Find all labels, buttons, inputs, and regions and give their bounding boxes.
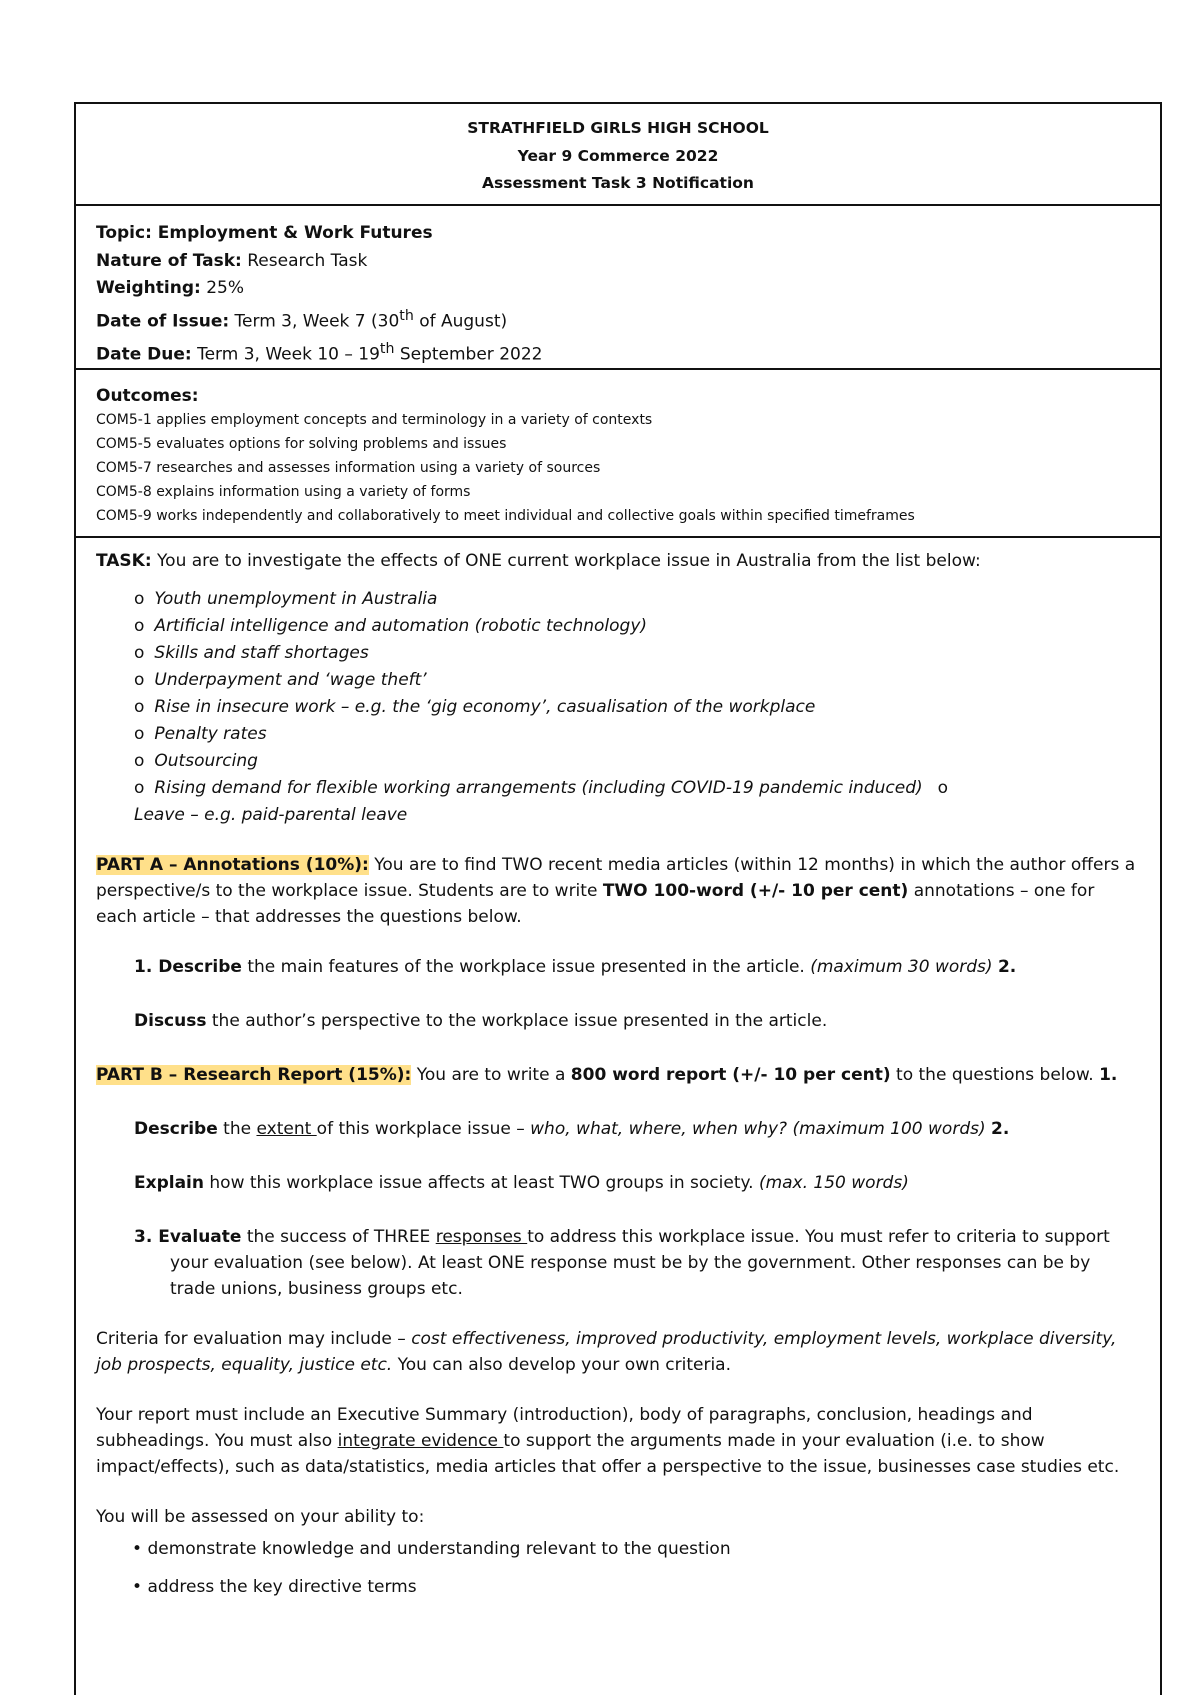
assessment-item: [96, 1536, 1140, 1562]
part-b-heading: PART B – Research Report (15%):: [96, 1065, 412, 1085]
list-item: [134, 586, 1140, 613]
part-b-text-end: to the questions below.: [890, 1065, 1094, 1085]
criteria-text-end: You can also develop your own criteria.: [392, 1355, 731, 1375]
list-item: [134, 613, 1140, 640]
outcome-item: COM5-9 works independently and collaboratively to meet individual and collective goals within specified timeframes: [96, 508, 915, 524]
option-text: Rise in insecure work – e.g. the ‘gig economy’, casualisation of the workplace: [154, 697, 816, 717]
option-text: Artificial intelligence and automation (robotic technology): [154, 616, 648, 636]
weighting: [96, 275, 1140, 303]
q-number: 2.: [991, 1119, 1010, 1139]
option-text: Skills and staff shortages: [154, 643, 369, 663]
assessment-item: [96, 1574, 1140, 1600]
list-bullet: o: [937, 778, 949, 798]
list-bullet: o: [134, 724, 145, 744]
list-item: [134, 748, 1140, 775]
list-bullet: •: [132, 1577, 143, 1597]
outcome-item: COM5-1 applies employment concepts and terminology in a variety of contexts: [96, 412, 653, 428]
part-a-heading: PART A – Annotations (10%):: [96, 855, 369, 875]
list-item: [134, 721, 1140, 748]
q-label: Discuss: [134, 1011, 207, 1031]
assessment-text: demonstrate knowledge and understanding relevant to the question: [147, 1539, 731, 1559]
q-text: how this workplace issue affects at least TWO groups in society.: [203, 1173, 759, 1193]
task-title: Assessment Task 3 Notification: [482, 174, 754, 192]
q-underline: responses: [435, 1227, 528, 1247]
list-item: [134, 667, 1140, 694]
list-item-wrap: Leave – e.g. paid-parental leave: [134, 805, 408, 825]
due-sup: th: [379, 340, 395, 357]
part-a-word-count: TWO 100-word (+/- 10 per cent): [602, 881, 909, 901]
part-b-question-3: [96, 1224, 1140, 1302]
q-label: 1. Describe: [134, 957, 242, 977]
part-a-text-end: annotations – one for each article – that addresses the questions below.: [96, 881, 1095, 927]
option-text: Underpayment and ‘wage theft’: [154, 670, 427, 690]
option-text: Rising demand for flexible working arrangements (including COVID-19 pandemic induced): [154, 778, 923, 798]
q-label: Describe: [134, 1119, 218, 1139]
workplace-issue-list: [96, 586, 1140, 802]
issue-label: Date of Issue:: [96, 311, 230, 332]
q-number: 1.: [1099, 1065, 1118, 1085]
school-name: STRATHFIELD GIRLS HIGH SCHOOL: [467, 119, 769, 137]
nature-label: Nature of Task:: [96, 250, 242, 271]
criteria-paragraph: [96, 1326, 1140, 1378]
topic: Topic: Employment & Work Futures: [96, 223, 433, 243]
task-intro: [96, 548, 1140, 574]
q-text-cont: to address this workplace issue. You must refer to criteria to support your evaluation (see below). At least ONE response must be by the government. Other responses can be by trade unions, business groups etc.: [170, 1227, 1110, 1299]
q-number: 2.: [997, 957, 1017, 977]
part-a-question-2: [96, 1008, 1140, 1034]
q-text: the: [217, 1119, 257, 1139]
due-value: Term 3, Week 10 – 19: [191, 344, 380, 365]
course-title: Year 9 Commerce 2022: [517, 146, 719, 165]
q-note: who, what, where, when why? (maximum 100 words): [530, 1119, 986, 1139]
list-item: [134, 775, 1140, 802]
option-text: Outsourcing: [154, 751, 258, 771]
part-b-question-2: [96, 1170, 1140, 1196]
outcomes-title: Outcomes:: [96, 386, 199, 406]
list-bullet: o: [134, 751, 145, 771]
list-bullet: •: [132, 1539, 143, 1559]
list-item: [134, 694, 1140, 721]
part-a-question-1: [96, 954, 1140, 980]
list-item: [134, 640, 1140, 667]
task-details: [76, 206, 1160, 370]
criteria-text: Criteria for evaluation may include –: [96, 1329, 412, 1349]
list-bullet: o: [134, 616, 145, 636]
date-of-issue: [96, 303, 1140, 336]
list-bullet: o: [134, 670, 145, 690]
part-b-intro: [96, 1062, 1140, 1088]
assessment-text: address the key directive terms: [147, 1577, 417, 1597]
issue-value: Term 3, Week 7 (30: [229, 311, 400, 332]
list-bullet: o: [134, 778, 145, 798]
q-text: the main features of the workplace issue presented in the article.: [241, 957, 811, 977]
outcome-item: COM5-5 evaluates options for solving problems and issues: [96, 436, 507, 452]
q-text: the author’s perspective to the workplace issue presented in the article.: [206, 1011, 828, 1031]
nature-of-task: [96, 248, 1140, 276]
q-label: Explain: [134, 1173, 204, 1193]
notification-document: [74, 102, 1162, 1695]
report-text-end: to support the arguments made in your evaluation (i.e. to show impact/effects), such as data/statistics, media articles that offer a perspective to the issue, businesses case studies etc.: [96, 1431, 1120, 1477]
outcome-item: COM5-8 explains information using a variety of forms: [96, 484, 471, 500]
option-text: Penalty rates: [154, 724, 267, 744]
due-label: Date Due:: [96, 344, 192, 365]
weighting-label: Weighting:: [96, 278, 201, 298]
q-text-cont: of this workplace issue –: [316, 1119, 531, 1139]
list-bullet: o: [134, 643, 145, 663]
document-header: [76, 104, 1160, 206]
q-label: 3. Evaluate: [134, 1227, 242, 1247]
q-underline: extent: [256, 1119, 317, 1139]
assessment-intro: You will be assessed on your ability to:: [96, 1507, 425, 1527]
q-note: (maximum 30 words): [810, 957, 993, 977]
report-paragraph: [96, 1402, 1140, 1480]
outcomes-section: [76, 370, 1160, 538]
outcome-item: COM5-7 researches and assesses information using a variety of sources: [96, 460, 601, 476]
part-b-word-count: 800 word report (+/- 10 per cent): [570, 1065, 891, 1085]
q-text: the success of THREE: [241, 1227, 436, 1247]
task-intro-text: You are to investigate the effects of ONE current workplace issue in Australia from the list below:: [151, 551, 981, 571]
list-bullet: o: [134, 697, 145, 717]
task-section: [76, 538, 1160, 1600]
part-b-question-1: [96, 1116, 1140, 1142]
part-a-text: You are to find TWO recent media articles (within 12 months) in which the author offers a perspective/s to the workplace issue. Students are to write: [96, 855, 1136, 901]
part-b-text: You are to write a: [411, 1065, 571, 1085]
q-note: (max. 150 words): [758, 1173, 909, 1193]
report-underline: integrate evidence: [337, 1431, 504, 1451]
weighting-value: 25%: [200, 278, 245, 298]
option-text: Youth unemployment in Australia: [154, 589, 438, 609]
criteria-list: cost effectiveness, improved productivity, employment levels, workplace diversity, job prospects, equality, justice etc.: [96, 1329, 1117, 1375]
date-due: [96, 336, 1140, 369]
report-text: Your report must include an Executive Summary (introduction), body of paragraphs, conclusion, headings and subheadings. You must also: [96, 1405, 1033, 1451]
issue-value-end: of August): [413, 311, 508, 332]
issue-sup: th: [399, 307, 414, 324]
list-bullet: o: [134, 589, 145, 609]
due-value-end: September 2022: [394, 344, 543, 365]
task-label: TASK:: [96, 551, 152, 571]
nature-value: Research Task: [241, 250, 368, 271]
part-a-intro: [96, 852, 1140, 930]
